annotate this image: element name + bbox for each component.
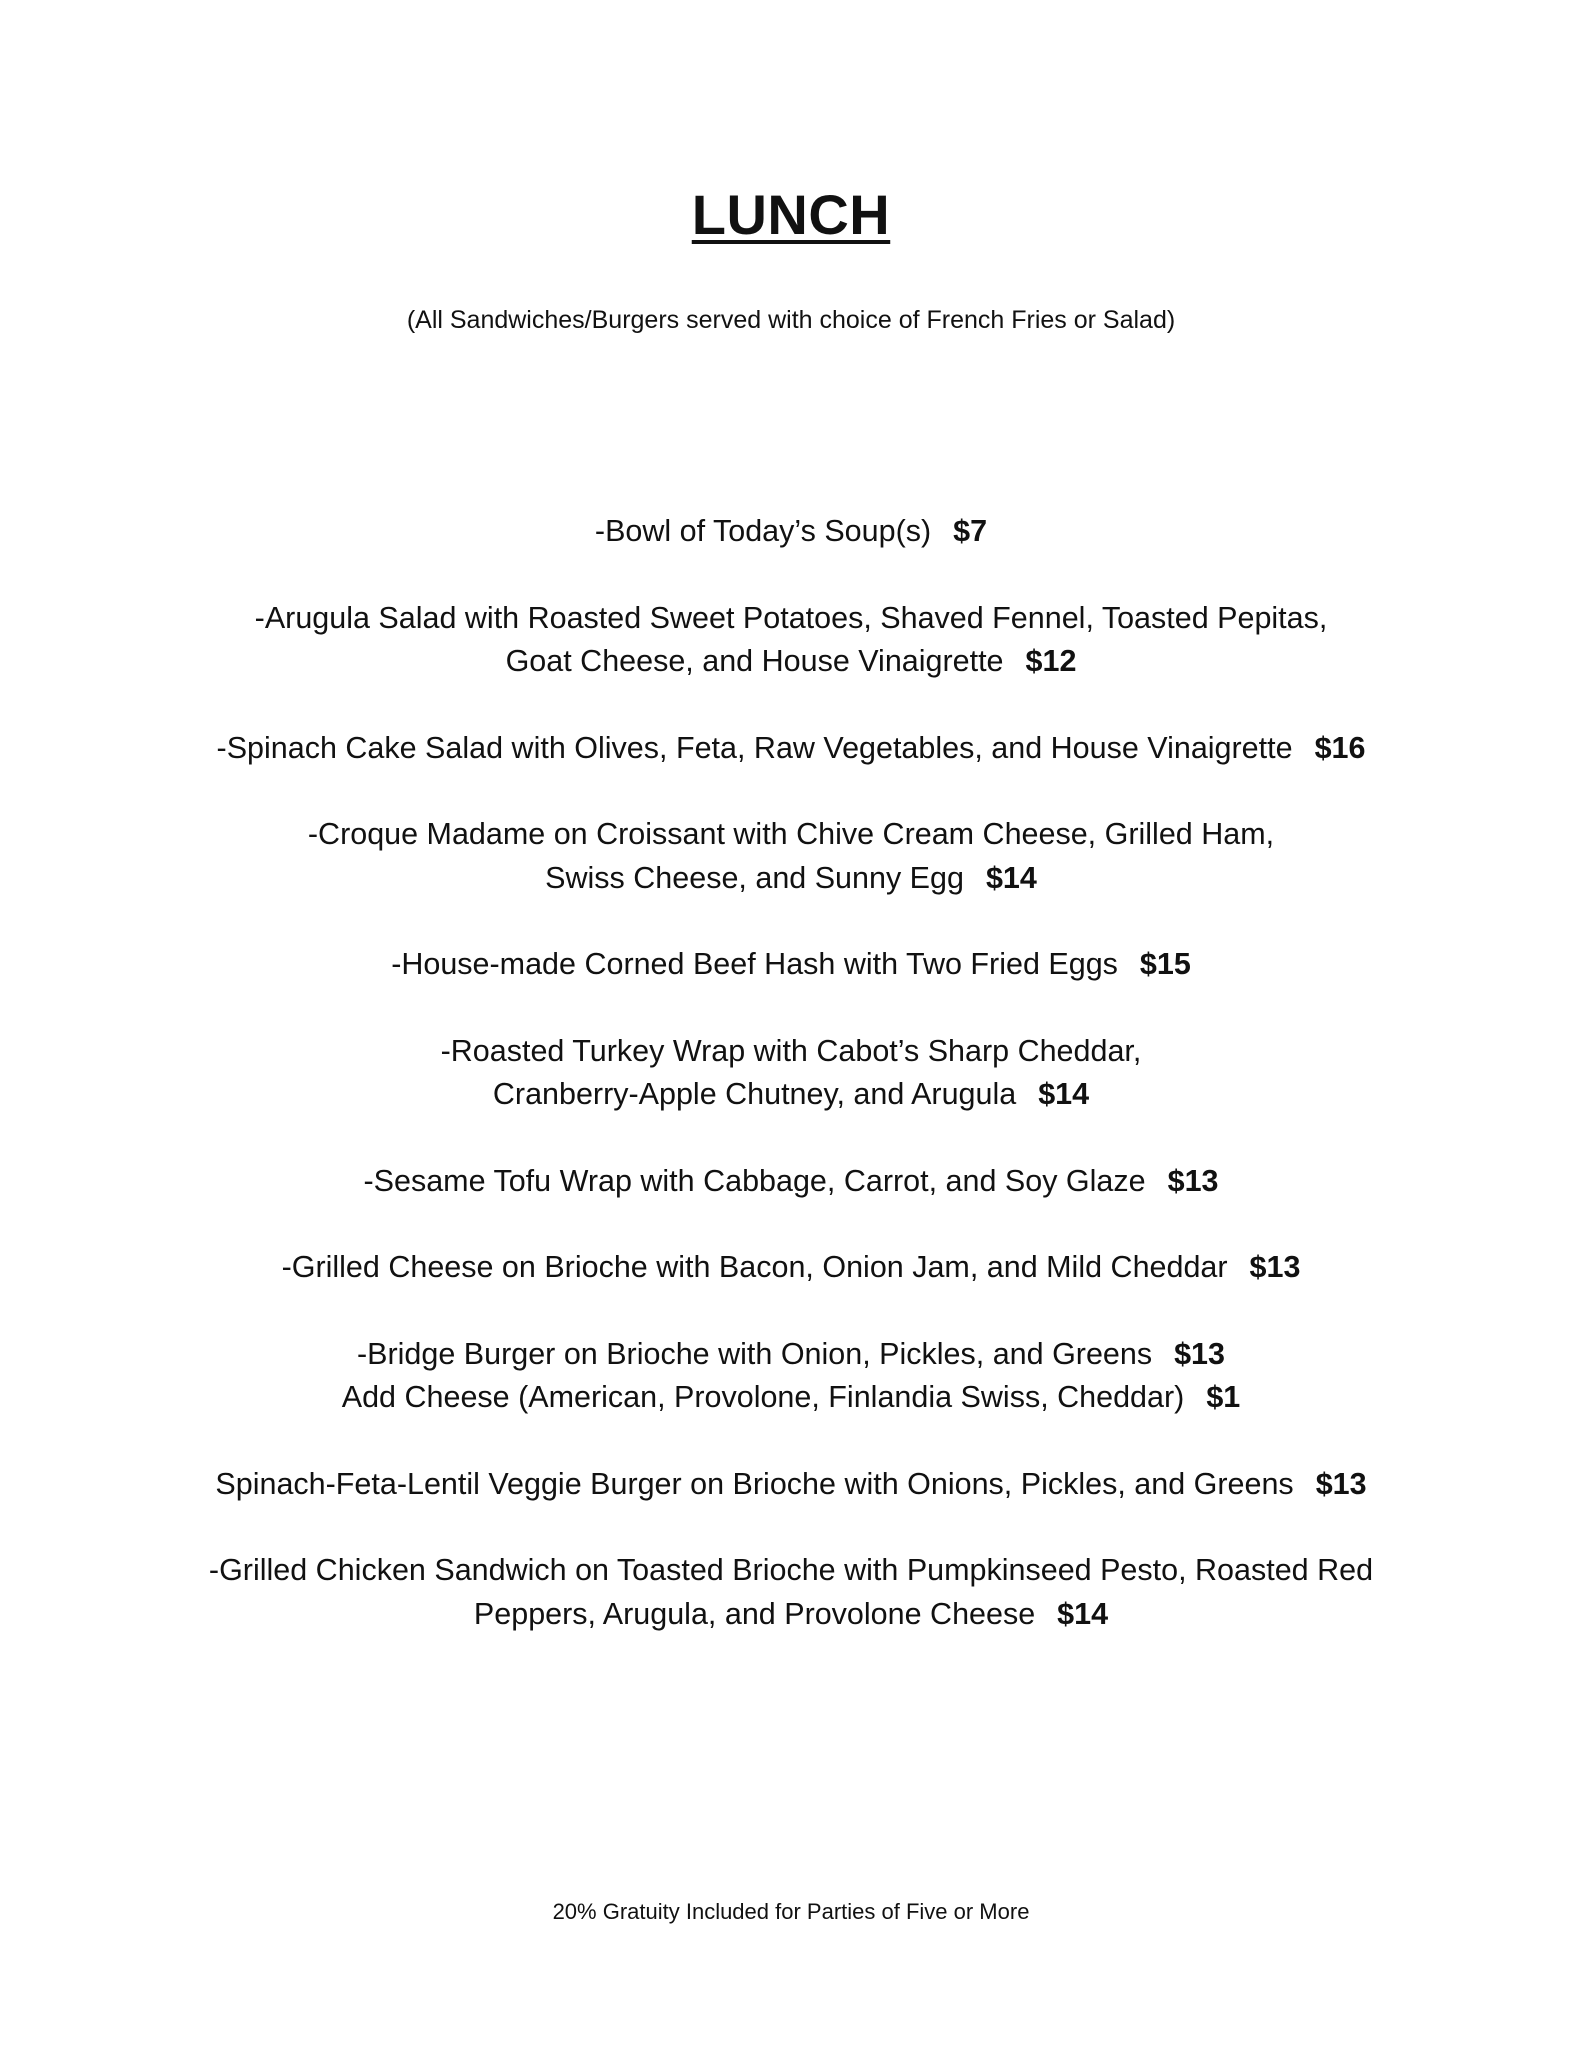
item-description: -Bridge Burger on Brioche with Onion, Pickles, and Greens <box>357 1336 1153 1371</box>
gratuity-note: 20% Gratuity Included for Parties of Five or More <box>552 1899 1030 1924</box>
item-description: -Grilled Cheese on Brioche with Bacon, Onion Jam, and Mild Cheddar <box>281 1250 1228 1284</box>
item-description: -Spinach Cake Salad with Olives, Feta, Raw Vegetables, and House Vinaigrette <box>216 730 1293 765</box>
item-price: $13 <box>1249 1250 1301 1284</box>
item-description: -Grilled Chicken Sandwich on Toasted Brioche with Pumpkinseed Pesto, Roasted Red <box>208 1553 1374 1587</box>
addon-description: Add Cheese (American, Provolone, Finlandia Swiss, Cheddar) <box>341 1380 1185 1414</box>
item-description: -House-made Corned Beef Hash with Two Fried Eggs <box>391 947 1118 981</box>
menu-items-list <box>0 510 1582 1679</box>
item-description: Spinach-Feta-Lentil Veggie Burger on Brioche with Onions, Pickles, and Greens <box>215 1466 1294 1501</box>
item-description: Cranberry-Apple Chutney, and Arugula <box>492 1077 1017 1111</box>
item-description: -Arugula Salad with Roasted Sweet Potatoes, Shaved Fennel, Toasted Pepitas, <box>254 600 1328 635</box>
menu-title: LUNCH <box>691 183 891 246</box>
addon-price: $1 <box>1206 1380 1241 1414</box>
item-description: -Roasted Turkey Wrap with Cabot’s Sharp Cheddar, <box>440 1033 1142 1068</box>
menu-subtitle: (All Sandwiches/Burgers served with choice of French Fries or Salad) <box>406 306 1176 334</box>
menu-item-grilled-chicken-sandwich <box>0 1549 1582 1636</box>
item-price: $13 <box>1167 1163 1219 1198</box>
item-price: $14 <box>1057 1596 1109 1631</box>
item-price: $7 <box>953 514 988 548</box>
menu-item-spinach-cake-salad <box>0 727 1582 771</box>
item-price: $16 <box>1314 730 1366 765</box>
item-description: Goat Cheese, and House Vinaigrette <box>505 644 1004 678</box>
item-description: -Croque Madame on Croissant with Chive Cream Cheese, Grilled Ham, <box>307 817 1275 851</box>
menu-item-turkey-wrap <box>0 1030 1582 1117</box>
menu-item-bridge-burger <box>0 1333 1582 1420</box>
item-price: $13 <box>1174 1336 1225 1371</box>
item-description: -Bowl of Today’s Soup(s) <box>594 514 932 548</box>
item-price: $12 <box>1025 644 1077 678</box>
menu-item-tofu-wrap <box>0 1160 1582 1204</box>
item-description: -Sesame Tofu Wrap with Cabbage, Carrot, and Soy Glaze <box>363 1163 1146 1198</box>
item-description: Swiss Cheese, and Sunny Egg <box>545 860 964 895</box>
menu-item-soup <box>0 510 1582 554</box>
item-price: $14 <box>1038 1077 1090 1111</box>
item-price: $13 <box>1315 1466 1367 1501</box>
menu-item-corned-beef-hash <box>0 943 1582 987</box>
menu-item-croque-madame <box>0 813 1582 900</box>
item-description: Peppers, Arugula, and Provolone Cheese <box>473 1596 1036 1631</box>
menu-item-grilled-cheese <box>0 1246 1582 1290</box>
item-price: $15 <box>1139 947 1191 981</box>
item-price: $14 <box>985 860 1037 895</box>
item-addon <box>0 1376 1582 1420</box>
menu-item-arugula-salad <box>0 597 1582 684</box>
menu-item-veggie-burger <box>0 1463 1582 1507</box>
